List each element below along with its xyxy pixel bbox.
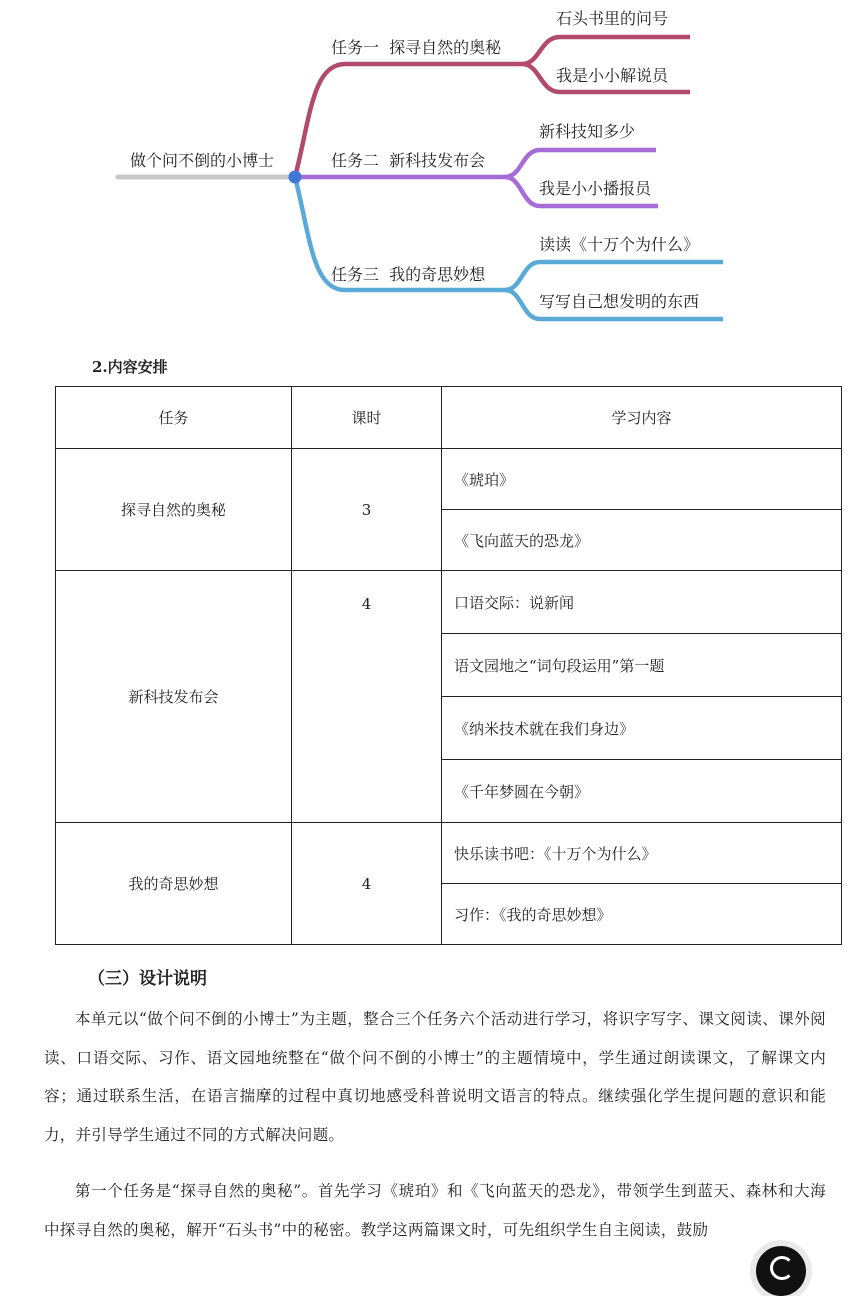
content-cell: 《飞向蓝天的恐龙》 <box>442 510 842 571</box>
root-node-dot <box>289 171 302 184</box>
table-header-row <box>56 387 842 449</box>
branch-2-child-1: 新科技知多少 <box>539 122 636 141</box>
branch-3-child-2: 写写自己想发明的东西 <box>539 292 700 311</box>
content-cell: 《千年梦圆在今朝》 <box>442 760 842 823</box>
hours-cell: 4 <box>292 571 442 823</box>
content-cell: 《琥珀》 <box>442 449 842 510</box>
header-content: 学习内容 <box>442 387 842 449</box>
hours-cell: 4 <box>292 823 442 945</box>
mind-map <box>0 0 848 340</box>
content-cell: 语文园地之“词句段运用”第一题 <box>442 634 842 697</box>
content-cell: 《纳米技术就在我们身边》 <box>442 697 842 760</box>
branch-2-label: 任务二 新科技发布会 <box>331 151 486 170</box>
content-cell: 快乐读书吧：《十万个为什么》 <box>442 823 842 884</box>
branch-1-child-2: 我是小小解说员 <box>556 66 669 85</box>
section-2-title: 2.内容安排 <box>92 358 168 376</box>
content-cell: 口语交际：说新闻 <box>442 571 842 634</box>
task-cell: 新科技发布会 <box>56 571 292 823</box>
branch-3-child-1-line <box>505 262 723 290</box>
table-row <box>56 823 842 884</box>
header-hours: 课时 <box>292 387 442 449</box>
branch-1-label: 任务一 探寻自然的奥秘 <box>331 38 502 57</box>
refresh-icon <box>770 1256 794 1280</box>
paragraph: 第一个任务是“探寻自然的奥秘”。首先学习《琥珀》和《飞向蓝天的恐龙》，带领学生到蓝天、森林和大海中探寻自然的奥秘，解开“石头书”中的秘密。教学这两篇课文时，可先组织学生自主阅读，鼓励 <box>44 1182 826 1239</box>
branch-1-child-1-line <box>522 37 690 64</box>
table-row <box>56 571 842 634</box>
branch-2-child-1-line <box>505 150 656 177</box>
table-row <box>56 449 842 510</box>
branch-2-child-2: 我是小小播报员 <box>539 179 652 198</box>
branch-1-child-1: 石头书里的问号 <box>556 9 669 28</box>
root-label: 做个问不倒的小博士 <box>130 151 275 170</box>
paragraph: 本单元以“做个问不倒的小博士”为主题，整合三个任务六个活动进行学习，将识字写字、课文阅读、课外阅读、口语交际、习作、语文园地统整在“做个问不倒的小博士”的主题情境中，学生通过朗读课文，了解课文内容；通过联系生活，在语言揣摩的过程中真切地感受科普说明文语言的特点。继续强化学生提问题的意识和能力，并引导学生通过不同的方式解决问题。 <box>44 1010 826 1144</box>
header-task: 任务 <box>56 387 292 449</box>
floating-action-icon[interactable] <box>756 1246 806 1296</box>
task-cell: 我的奇思妙想 <box>56 823 292 945</box>
hours-cell: 3 <box>292 449 442 571</box>
content-cell: 习作：《我的奇思妙想》 <box>442 884 842 945</box>
section-3-title: （三）设计说明 <box>88 969 207 989</box>
content-table <box>55 386 842 945</box>
branch-3-child-1: 读读《十万个为什么》 <box>539 235 700 254</box>
task-cell: 探寻自然的奥秘 <box>56 449 292 571</box>
branch-3-label: 任务三 我的奇思妙想 <box>331 265 486 284</box>
